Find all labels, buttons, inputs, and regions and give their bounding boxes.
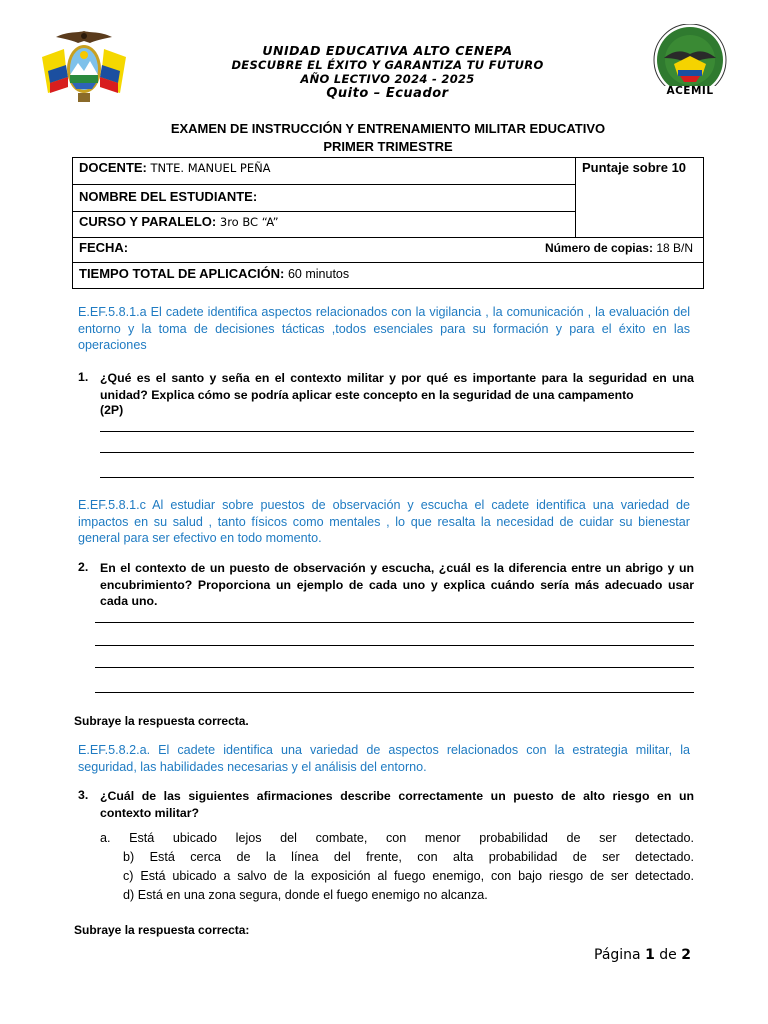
school-year: AÑO LECTIVO 2024 - 2025 xyxy=(300,72,475,86)
docente-label: DOCENTE: xyxy=(79,160,147,175)
question-1-number: 1. xyxy=(78,370,89,384)
coat-of-arms-logo xyxy=(38,27,130,105)
option-c[interactable]: c) Está ubicado a salvo de la exposición al fuego enemigo, con bajo riesgo de ser detectado. xyxy=(123,869,694,883)
criterion-2: E.EF.5.8.1.c Al estudiar sobre puestos de observación y escucha el cadete identifica una variedad de impactos en su salud , tanto físicos como mentales , lo que resalta la necesidad de cuidar su bienestar general para ser efectivo en todo momento. xyxy=(78,498,690,545)
time-value: 60 minutos xyxy=(287,267,350,281)
acemil-logo-text: ACEMIL xyxy=(666,85,714,97)
instruction-1: Subraye la respuesta correcta. xyxy=(74,714,249,728)
answer-line[interactable] xyxy=(95,645,694,646)
student-cell[interactable] xyxy=(73,185,576,212)
docente-value: TNTE. MANUEL PEÑA xyxy=(150,161,271,175)
question-1-text: ¿Qué es el santo y seña en el contexto militar y por qué es importante para la seguridad en una unidad? Explica cómo se podría aplicar este concepto en la seguridad de una campamento xyxy=(100,371,694,402)
time-label: TIEMPO TOTAL DE APLICACIÓN: xyxy=(79,266,285,281)
time-cell xyxy=(73,263,704,289)
question-1-points: (2P) xyxy=(100,403,124,417)
criterion-3: E.EF.5.8.2.a. El cadete identifica una variedad de aspectos relacionados con la estrategia militar, la seguridad, las habilidades necesarias y el análisis del entorno. xyxy=(78,743,690,774)
answer-line[interactable] xyxy=(95,622,694,623)
answer-line[interactable] xyxy=(100,452,694,453)
acemil-logo xyxy=(644,24,736,102)
exam-term: PRIMER TRIMESTRE xyxy=(323,139,453,154)
copies-field xyxy=(545,241,693,255)
option-b[interactable]: b) Está cerca de la línea del frente, con alta probabilidad de ser detectado. xyxy=(123,850,694,864)
answer-line[interactable] xyxy=(100,477,694,478)
criterion-1: E.EF.5.8.1.a El cadete identifica aspectos relacionados con la vigilancia , la comunicación , la evaluación del entorno y la toma de decisiones tácticas ,todos esenciales para su formación y para el éxito en las operaciones xyxy=(78,305,690,352)
copies-value: 18 B/N xyxy=(656,241,693,255)
page-word: Página xyxy=(594,947,641,963)
instruction-2: Subraye la respuesta correcta: xyxy=(74,923,250,937)
info-table xyxy=(72,157,704,289)
course-label: CURSO Y PARALELO: xyxy=(79,214,217,229)
score-label: Puntaje sobre 10 xyxy=(582,160,687,175)
option-d[interactable]: d) Está en una zona segura, donde el fuego enemigo no alcanza. xyxy=(123,888,488,902)
option-a[interactable]: a. Está ubicado lejos del combate, con menor probabilidad de ser detectado. xyxy=(100,831,694,845)
course-value: 3ro BC “A” xyxy=(219,215,279,229)
copies-label: Número de copias: xyxy=(544,241,653,255)
date-label: FECHA: xyxy=(79,240,129,255)
score-cell xyxy=(576,158,704,238)
course-cell xyxy=(73,212,576,238)
question-2-text: En el contexto de un puesto de observación y escucha, ¿cuál es la diferencia entre un abrigo y un encubrimiento? Proporciona un ejemplo de cada uno y explica cuándo sería más adecuado usar cada uno. xyxy=(100,561,694,608)
question-2-number: 2. xyxy=(78,560,89,574)
question-3-text: ¿Cuál de las siguientes afirmaciones describe correctamente un puesto de alto riesgo en un contexto militar? xyxy=(100,789,694,820)
school-motto: DESCUBRE EL ÉXITO Y GARANTIZA TU FUTURO xyxy=(231,58,544,72)
question-3-number: 3. xyxy=(78,788,89,802)
page-number xyxy=(594,947,691,963)
answer-line[interactable] xyxy=(95,692,694,693)
page-current: 1 xyxy=(645,947,655,963)
student-label: NOMBRE DEL ESTUDIANTE: xyxy=(79,189,258,204)
school-city: Quito – Ecuador xyxy=(326,86,449,101)
date-cell[interactable] xyxy=(73,238,704,263)
answer-line[interactable] xyxy=(100,431,694,432)
exam-title: EXAMEN DE INSTRUCCIÓN Y ENTRENAMIENTO MILITAR EDUCATIVO xyxy=(170,121,606,136)
page-total: 2 xyxy=(681,947,691,963)
school-name: UNIDAD EDUCATIVA ALTO CENEPA xyxy=(262,43,513,58)
answer-line[interactable] xyxy=(95,667,694,668)
page-of: de xyxy=(659,947,677,963)
docente-cell xyxy=(73,158,576,185)
